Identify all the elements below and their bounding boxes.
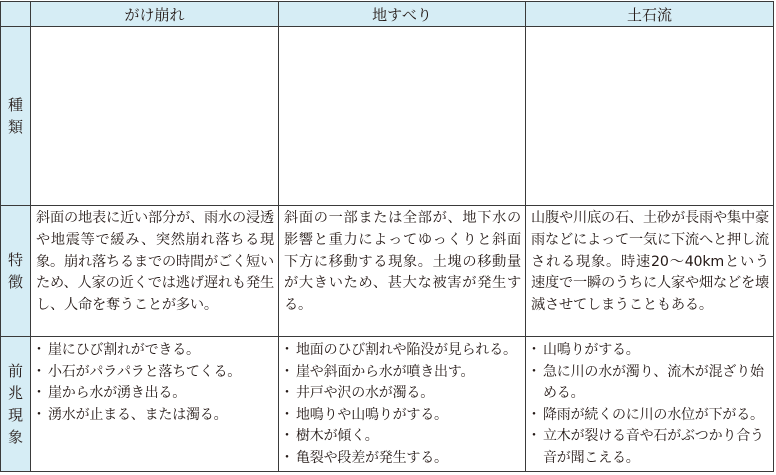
header-row — [1, 2, 774, 27]
row-header-char: 現 — [7, 406, 23, 424]
list-item: ・ 山鳴りがする。 — [530, 340, 771, 362]
feature-text-debris-flow: 山腹や川底の石、土砂が長雨や集中豪雨などによって一気に下流へと押し流される現象。時速20～40kmという速度で一瞬のうちに人家や畑などを壊滅させてしまうこともある。 — [526, 206, 774, 337]
list-item: ・ 湧水が止まる、または濁る。 — [35, 405, 276, 427]
row-header-char: 特 — [7, 251, 23, 269]
signs-row — [1, 337, 774, 472]
corner-cell — [1, 2, 31, 27]
list-item: ・ 井戸や沢の水が濁る。 — [283, 383, 523, 405]
row-header-char: 前 — [7, 362, 23, 380]
row-header-char: 兆 — [7, 384, 23, 402]
feature-text-landslide: 斜面の一部または全部が、地下水の影響と重力によってゆっくりと斜面下方に移動する現象。土塊の移動量が大きいため、甚大な被害が発生する。 — [279, 206, 526, 337]
types-image-debris-flow — [526, 27, 774, 206]
row-header-char: 象 — [7, 428, 23, 446]
types-image-cliff-collapse — [31, 27, 279, 206]
row-header-char: 徴 — [7, 273, 23, 291]
row-header-char: 種 — [7, 96, 23, 114]
list-item: ・ 急に川の水が濁り、流木が混ざり始める。 — [530, 362, 771, 405]
column-header-cliff-collapse: がけ崩れ — [31, 2, 279, 27]
types-row — [1, 27, 774, 206]
signs-list — [35, 340, 276, 426]
signs-debris-flow — [526, 337, 774, 472]
column-header-landslide: 地すべり — [279, 2, 526, 27]
column-header-debris-flow: 土石流 — [526, 2, 774, 27]
signs-landslide — [279, 337, 526, 472]
list-item: ・ 崖にひび割れができる。 — [35, 340, 276, 362]
list-item: ・ 崖や斜面から水が噴き出す。 — [283, 362, 523, 384]
list-item: ・ 降雨が続くのに川の水位が下がる。 — [530, 405, 771, 427]
row-header-types — [1, 27, 31, 206]
sediment-disaster-table — [0, 1, 774, 472]
list-item: ・ 小石がパラパラと落ちてくる。 — [35, 362, 276, 384]
row-header-warning-signs — [1, 337, 31, 472]
list-item: ・ 立木が裂ける音や石がぶつかり合う音が聞こえる。 — [530, 426, 771, 469]
types-image-landslide — [279, 27, 526, 206]
feature-text-cliff-collapse: 斜面の地表に近い部分が、雨水の浸透や地震等で緩み、突然崩れ落ちる現象。崩れ落ちるまでの時間がごく短いため、人家の近くでは逃げ遅れも発生し、人命を奪うことが多い。 — [31, 206, 279, 337]
list-item: ・ 崖から水が湧き出る。 — [35, 383, 276, 405]
list-item: ・ 地面のひび割れや陥没が見られる。 — [283, 340, 523, 362]
list-item: ・ 亀裂や段差が発生する。 — [283, 448, 523, 470]
signs-list — [283, 340, 523, 469]
features-row — [1, 206, 774, 337]
row-header-features — [1, 206, 31, 337]
signs-list — [530, 340, 771, 469]
signs-cliff-collapse — [31, 337, 279, 472]
list-item: ・ 地鳴りや山鳴りがする。 — [283, 405, 523, 427]
list-item: ・ 樹木が傾く。 — [283, 426, 523, 448]
row-header-char: 類 — [7, 118, 23, 136]
